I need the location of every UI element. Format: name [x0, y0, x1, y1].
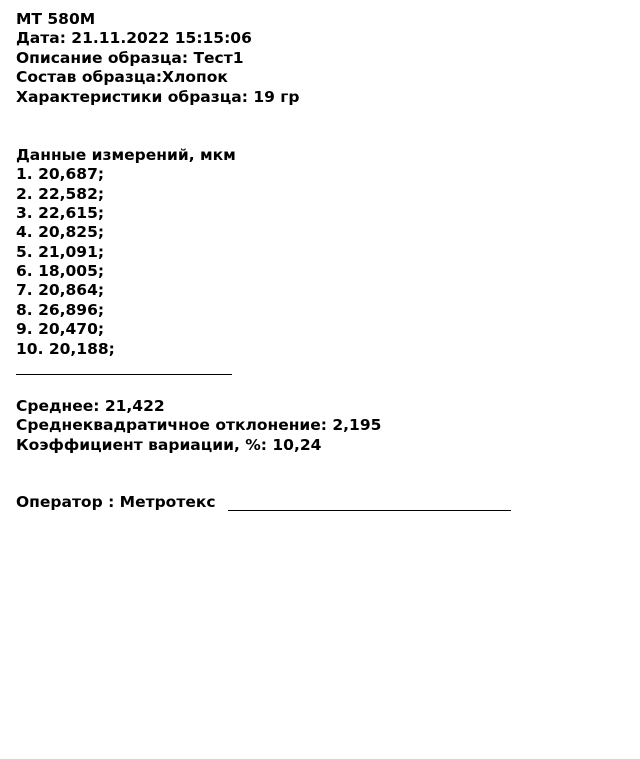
sample-composition: Состав образца:Хлопок [16, 68, 228, 87]
variation-coefficient: Коэффициент вариации, %: 10,24 [16, 435, 322, 454]
measurement-item: 6. 18,005; [16, 262, 105, 281]
sample-description: Описание образца: Тест1 [16, 48, 244, 67]
measurement-item: 1. 20,687; [16, 165, 105, 184]
measurement-item: 4. 20,825; [16, 223, 105, 242]
std-deviation: Среднеквадратичное отклонение: 2,195 [16, 416, 382, 435]
measurement-item: 10. 20,188; [16, 339, 115, 358]
measurements-title: Данные измерений, мкм [16, 145, 236, 164]
measurement-item: 5. 21,091; [16, 242, 105, 261]
measurements-list [16, 165, 626, 359]
operator-label: Оператор : Метротекс [16, 493, 216, 512]
measurement-item: 2. 22,582; [16, 184, 105, 203]
signature-line [228, 510, 511, 511]
sample-characteristics: Характеристики образца: 19 гр [16, 87, 300, 106]
device-model: MT 580M [16, 10, 96, 28]
operator-row [16, 493, 626, 512]
date-line: Дата: 21.11.2022 15:15:06 [16, 29, 252, 48]
measurement-item: 3. 22,615; [16, 203, 105, 222]
separator-line [16, 374, 232, 375]
measurement-item: 9. 20,470; [16, 320, 105, 339]
measurement-item: 8. 26,896; [16, 300, 105, 319]
report-page [16, 10, 626, 513]
measurement-item: 7. 20,864; [16, 281, 105, 300]
spacer [16, 107, 626, 146]
mean-value: Среднее: 21,422 [16, 397, 165, 416]
